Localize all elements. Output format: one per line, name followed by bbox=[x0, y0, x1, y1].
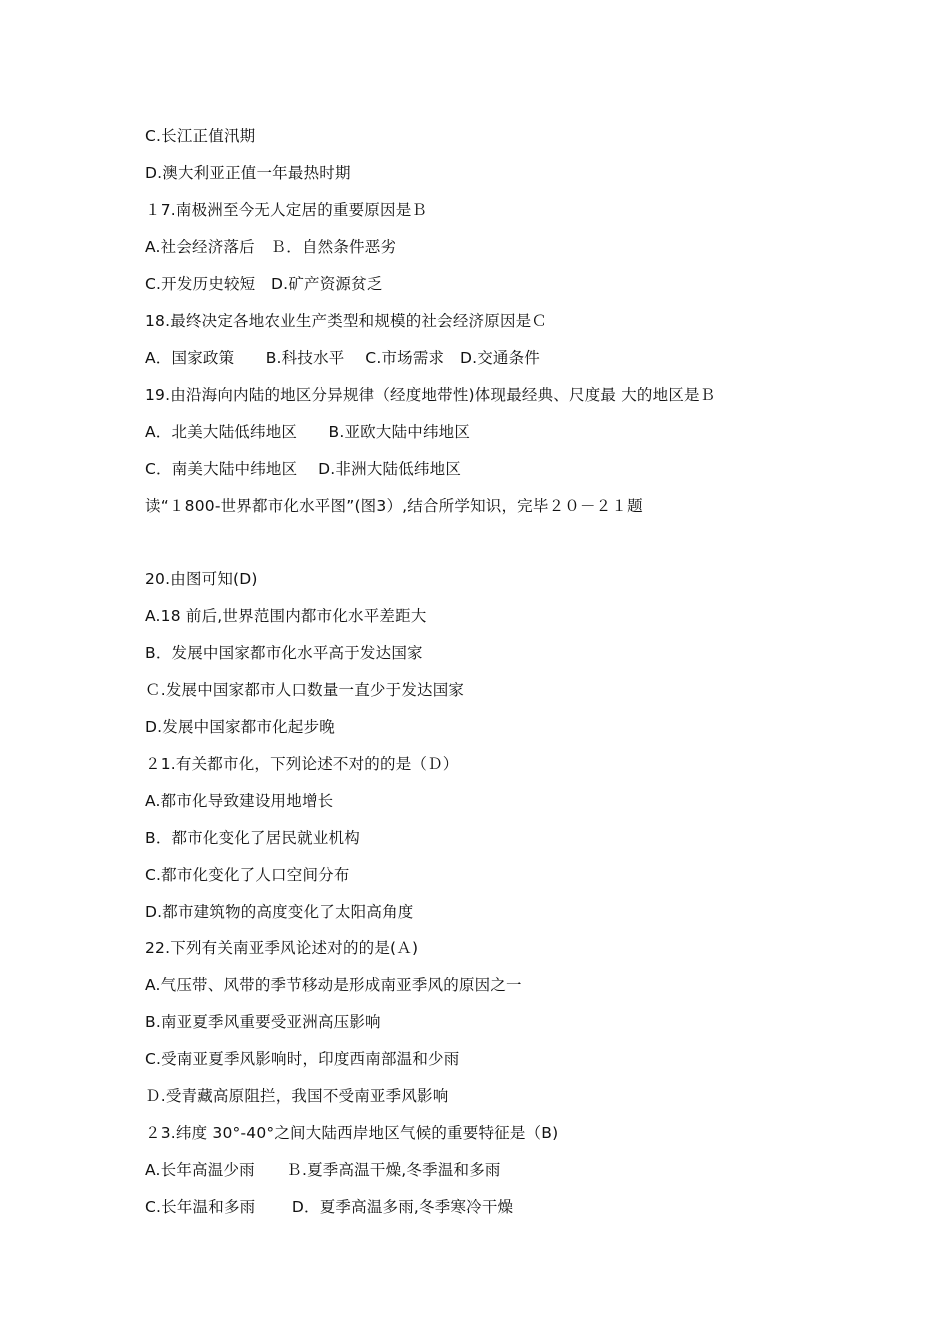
question-22-option-c: C.受南亚夏季风影响时，印度西南部温和少雨 bbox=[145, 1050, 460, 1068]
question-21-option-c: C.都市化变化了人口空间分布 bbox=[145, 866, 350, 884]
question-23: ２3.纬度 30°-40°之间大陆西岸地区气候的重要特征是（B) bbox=[145, 1124, 559, 1142]
question-19: 19.由沿海向内陆的地区分异规律（经度地带性)体现最经典、尺度最 大的地区是Ｂ bbox=[145, 386, 716, 404]
reading-instruction: 读“１800-世界都市化水平图”(图3）,结合所学知识，完毕２０－２１题 bbox=[145, 497, 643, 515]
question-18: 18.最终决定各地农业生产类型和规模的社会经济原因是Ｃ bbox=[145, 312, 548, 330]
text-line: D.澳大利亚正值一年最热时期 bbox=[145, 164, 351, 182]
question-21-option-a: A.都市化导致建设用地增长 bbox=[145, 792, 334, 810]
question-17: １7.南极洲至今无人定居的重要原因是Ｂ bbox=[145, 201, 428, 219]
question-17-options-ab: A.社会经济落后 Ｂ．自然条件恶劣 bbox=[145, 238, 397, 256]
question-21: ２1.有关都市化，下列论述不对的的是（Ｄ） bbox=[145, 755, 459, 773]
question-19-options-ab: A．北美大陆低纬地区 B.亚欧大陆中纬地区 bbox=[145, 423, 471, 441]
question-23-options-cd: C.长年温和多雨 D．夏季高温多雨,冬季寒冷干燥 bbox=[145, 1198, 514, 1216]
question-21-option-b: B．都市化变化了居民就业机构 bbox=[145, 829, 360, 847]
question-20-option-c: Ｃ.发展中国家都市人口数量一直少于发达国家 bbox=[145, 681, 465, 699]
question-22-option-b: B.南亚夏季风重要受亚洲高压影响 bbox=[145, 1013, 381, 1031]
question-17-options-cd: C.开发历史较短 D.矿产资源贫乏 bbox=[145, 275, 383, 293]
question-22: 22.下列有关南亚季风论述对的的是(Ａ) bbox=[145, 939, 419, 957]
question-23-options-ab: A.长年高温少雨 Ｂ.夏季高温干燥,冬季温和多雨 bbox=[145, 1161, 501, 1179]
question-22-option-a: A.气压带、风带的季节移动是形成南亚季风的原因之一 bbox=[145, 976, 522, 994]
question-21-option-d: D.都市建筑物的高度变化了太阳高角度 bbox=[145, 903, 414, 921]
question-20-option-a: A.18 前后,世界范围内都市化水平差距大 bbox=[145, 607, 427, 625]
question-20: 20.由图可知(D) bbox=[145, 570, 258, 588]
question-20-option-b: B．发展中国家都市化水平高于发达国家 bbox=[145, 644, 423, 662]
question-22-option-d: Ｄ.受青藏高原阻拦，我国不受南亚季风影响 bbox=[145, 1087, 449, 1105]
question-20-option-d: D.发展中国家都市化起步晚 bbox=[145, 718, 335, 736]
text-line: C.长江正值汛期 bbox=[145, 127, 256, 145]
question-19-options-cd: C．南美大陆中纬地区 D.非洲大陆低纬地区 bbox=[145, 460, 462, 478]
question-18-options: A．国家政策 B.科技水平 C.市场需求 D.交通条件 bbox=[145, 349, 541, 367]
